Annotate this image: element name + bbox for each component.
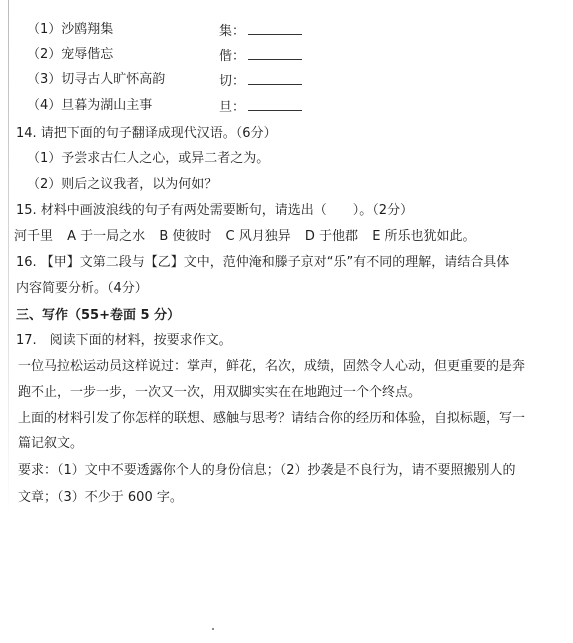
vocab-phrase: （1）沙鸥翔集 <box>27 22 114 37</box>
vocab-phrase: （4）旦暮为湖山主事 <box>27 98 153 113</box>
section-heading: 三、写作（55+卷面 5 分） <box>16 308 181 323</box>
q17-material-line-1: 一位马拉松运动员这样说过：掌声，鲜花，名次，成绩，固然令人心动，但更重要的是奔 <box>18 359 526 374</box>
q17-material-line-2: 跑不止，一步一步，一次又一次，用双脚实实在在地跑过一个个终点。 <box>18 385 422 400</box>
vocab-char-label: 旦： <box>219 98 302 116</box>
vocab-item-2 <box>27 47 246 64</box>
q14-prompt: 14. 请把下面的句子翻译成现代汉语。（6分） <box>16 126 277 141</box>
answer-blank[interactable] <box>248 98 302 111</box>
vocab-item-3 <box>27 72 246 89</box>
q17-requirements-line-1: 要求：（1）文中不要透露你个人的身份信息；（2）抄袭是不良行为，请不要照搬别人的 <box>18 463 516 478</box>
q16-line-1: 16. 【甲】文第二段与【乙】文中，范仲淹和滕子京对“乐”有不同的理解，请结合具体 <box>16 255 510 270</box>
vocab-char-label: 偕： <box>219 47 302 65</box>
answer-blank[interactable] <box>248 22 302 35</box>
vocab-char-label: 切： <box>219 72 302 90</box>
vocab-item-4 <box>27 98 246 115</box>
vocab-char-label: 集： <box>219 22 302 40</box>
q15-option-c: C 风月独异 <box>225 229 291 244</box>
vocab-item-1 <box>27 22 246 39</box>
answer-blank[interactable] <box>248 47 302 60</box>
vocab-phrase: （2）宠辱偕忘 <box>27 47 114 62</box>
q14-sentence-1: （1）予尝求古仁人之心，或异二者之为。 <box>27 151 270 166</box>
q15-option-e: E 所乐也犹如此。 <box>372 229 476 244</box>
answer-blank[interactable] <box>248 72 302 85</box>
q17-task-line-1: 上面的材料引发了你怎样的联想、感触与思考？请结合你的经历和体验，自拟标题，写一 <box>18 411 526 426</box>
q15-option-d: D 于他郡 <box>304 229 359 244</box>
q16-line-2: 内容简要分析。（4分） <box>16 281 148 296</box>
q15-prompt: 15. 材料中画波浪线的句子有两处需要断句，请选出（ ）。（2分） <box>16 203 414 218</box>
stray-mark <box>212 628 214 630</box>
vocab-phrase: （3）切寻古人旷怀高韵 <box>27 72 166 87</box>
q17-requirements-line-2: 文章；（3）不少于 600 字。 <box>18 490 183 505</box>
q15-lead: 河千里 <box>14 229 54 244</box>
q15-option-b: B 使彼时 <box>159 229 212 244</box>
q14-sentence-2: （2）则后之议我者，以为何如？ <box>27 177 218 192</box>
q15-options <box>14 229 486 245</box>
q15-option-a: A 于一局之水 <box>67 229 146 244</box>
q17-task-line-2: 篇记叙文。 <box>18 436 84 451</box>
q17-prompt: 17. 阅读下面的材料，按要求作文。 <box>16 333 232 348</box>
page-edge <box>8 0 9 520</box>
